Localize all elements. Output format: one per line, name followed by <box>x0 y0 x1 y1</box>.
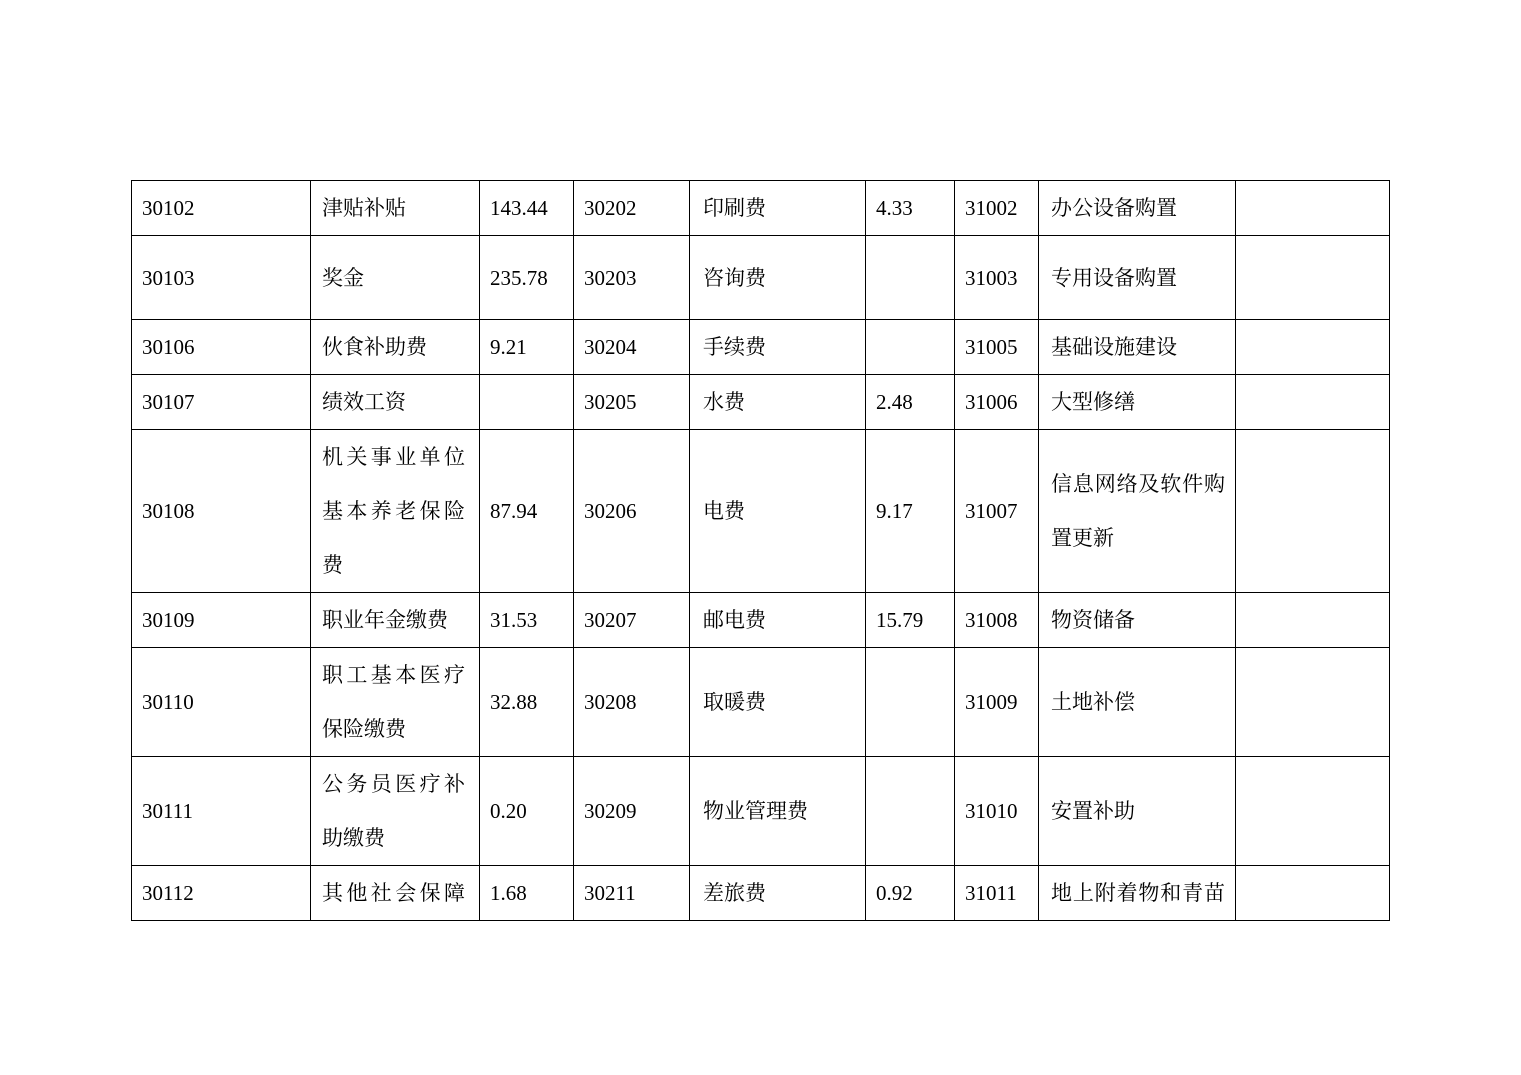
subject-name: 信息网络及软件购置更新 <box>1039 430 1236 593</box>
table-row <box>132 430 1390 593</box>
subject-name: 土地补偿 <box>1039 648 1236 757</box>
subject-code: 30204 <box>574 320 690 375</box>
subject-name: 其他社会保障 <box>311 866 480 921</box>
subject-amount: 0.20 <box>480 757 574 866</box>
subject-name: 办公设备购置 <box>1039 181 1236 236</box>
subject-amount: 9.17 <box>866 430 955 593</box>
subject-amount: 1.68 <box>480 866 574 921</box>
subject-code: 30208 <box>574 648 690 757</box>
table-row <box>132 236 1390 320</box>
table-row <box>132 181 1390 236</box>
subject-code: 30205 <box>574 375 690 430</box>
subject-name: 公务员医疗补助缴费 <box>311 757 480 866</box>
subject-code: 30111 <box>132 757 311 866</box>
table-row <box>132 320 1390 375</box>
subject-amount: 0.92 <box>866 866 955 921</box>
empty-cell <box>1236 430 1390 593</box>
empty-cell <box>1236 757 1390 866</box>
subject-amount: 2.48 <box>866 375 955 430</box>
subject-amount <box>866 236 955 320</box>
subject-code: 30109 <box>132 593 311 648</box>
subject-code: 31005 <box>955 320 1039 375</box>
subject-name: 差旅费 <box>690 866 866 921</box>
subject-code: 31011 <box>955 866 1039 921</box>
subject-amount <box>866 648 955 757</box>
subject-name: 印刷费 <box>690 181 866 236</box>
table-row <box>132 648 1390 757</box>
subject-code: 30202 <box>574 181 690 236</box>
table-row <box>132 593 1390 648</box>
subject-name: 基础设施建设 <box>1039 320 1236 375</box>
empty-cell <box>1236 593 1390 648</box>
subject-name: 手续费 <box>690 320 866 375</box>
subject-code: 31007 <box>955 430 1039 593</box>
subject-name: 邮电费 <box>690 593 866 648</box>
subject-code: 30112 <box>132 866 311 921</box>
empty-cell <box>1236 866 1390 921</box>
subject-code: 31009 <box>955 648 1039 757</box>
subject-name: 职工基本医疗保险缴费 <box>311 648 480 757</box>
subject-amount: 143.44 <box>480 181 574 236</box>
subject-code: 31008 <box>955 593 1039 648</box>
subject-name: 物业管理费 <box>690 757 866 866</box>
subject-name: 安置补助 <box>1039 757 1236 866</box>
subject-name: 专用设备购置 <box>1039 236 1236 320</box>
subject-code: 30107 <box>132 375 311 430</box>
table-row <box>132 866 1390 921</box>
table-row <box>132 375 1390 430</box>
subject-code: 30108 <box>132 430 311 593</box>
subject-code: 30106 <box>132 320 311 375</box>
subject-code: 30211 <box>574 866 690 921</box>
subject-name: 奖金 <box>311 236 480 320</box>
subject-name: 伙食补助费 <box>311 320 480 375</box>
empty-cell <box>1236 181 1390 236</box>
subject-name: 电费 <box>690 430 866 593</box>
subject-code: 31002 <box>955 181 1039 236</box>
subject-name: 职业年金缴费 <box>311 593 480 648</box>
subject-name: 绩效工资 <box>311 375 480 430</box>
empty-cell <box>1236 375 1390 430</box>
subject-amount <box>866 320 955 375</box>
subject-amount: 235.78 <box>480 236 574 320</box>
subject-code: 30203 <box>574 236 690 320</box>
subject-name: 大型修缮 <box>1039 375 1236 430</box>
empty-cell <box>1236 648 1390 757</box>
subject-name: 物资储备 <box>1039 593 1236 648</box>
budget-table <box>131 180 1390 921</box>
subject-amount: 32.88 <box>480 648 574 757</box>
subject-amount <box>866 757 955 866</box>
subject-code: 30103 <box>132 236 311 320</box>
subject-code: 30102 <box>132 181 311 236</box>
subject-code: 31010 <box>955 757 1039 866</box>
subject-amount: 4.33 <box>866 181 955 236</box>
subject-amount: 87.94 <box>480 430 574 593</box>
table-row <box>132 757 1390 866</box>
subject-code: 30110 <box>132 648 311 757</box>
subject-name: 咨询费 <box>690 236 866 320</box>
subject-name: 地上附着物和青苗 <box>1039 866 1236 921</box>
empty-cell <box>1236 236 1390 320</box>
subject-amount: 9.21 <box>480 320 574 375</box>
subject-name: 水费 <box>690 375 866 430</box>
subject-name: 津贴补贴 <box>311 181 480 236</box>
subject-amount: 15.79 <box>866 593 955 648</box>
subject-code: 30209 <box>574 757 690 866</box>
subject-name: 机关事业单位基本养老保险费 <box>311 430 480 593</box>
subject-code: 31006 <box>955 375 1039 430</box>
subject-code: 31003 <box>955 236 1039 320</box>
subject-amount: 31.53 <box>480 593 574 648</box>
subject-amount <box>480 375 574 430</box>
empty-cell <box>1236 320 1390 375</box>
subject-code: 30206 <box>574 430 690 593</box>
subject-name: 取暖费 <box>690 648 866 757</box>
subject-code: 30207 <box>574 593 690 648</box>
